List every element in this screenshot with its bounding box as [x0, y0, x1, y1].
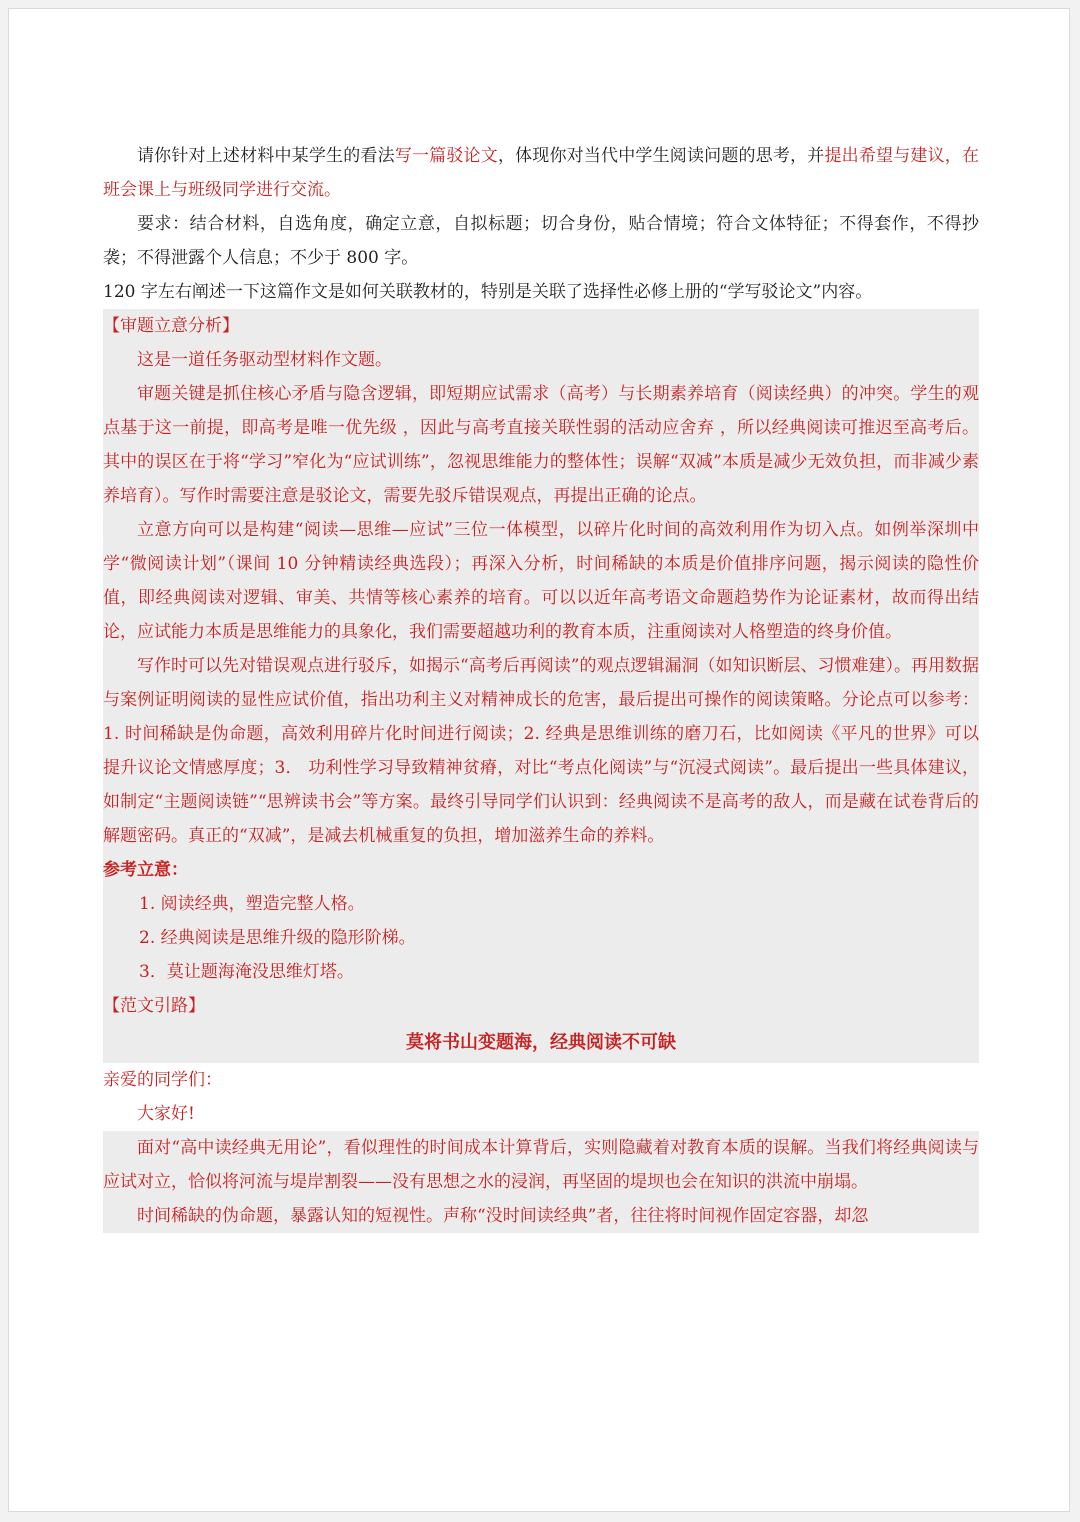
prompt-p1-c: ，体现你对当代中学生阅读问题的思考，并	[497, 146, 825, 166]
analysis-paragraph-3: 立意方向可以是构建“阅读—思维—应试”三位一体模型，以碎片化时间的高效利用作为切入点。如例举深圳中学“微阅读计划”（课间 10 分钟精读经典选段）；再深入分析，时间稀缺的本质是价值排序问题，揭示阅读的隐性价值，即经典阅读对逻辑、审美、共情等核心素养的培育。可以以近年高考语文命题趋势作为论证素材，故而得出结论，应试能力本质是思维能力的具象化，我们需要超越功利的教育本质，注重阅读对人格塑造的终身价值。	[103, 520, 979, 642]
analysis-paragraph-2: 审题关键是抓住核心矛盾与隐含逻辑，即短期应试需求（高考）与长期素养培育（阅读经典）的冲突。学生的观点基于这一前提，即高考是唯一优先级 ，因此与高考直接关联性弱的活动应舍弃 ，所以经典阅读可推迟至高考后。其中的误区在于将“学习”窄化为“应试训练”，忽视思维能力的整体性；误解“双减”本质是减少无效负担，而非减少素养培育）。写作时需要注意是驳论文，需要先驳斥错误观点，再提出正确的论点。	[103, 384, 979, 506]
reference-item-1: 1. 阅读经典，塑造完整人格。	[139, 894, 365, 914]
reference-item-2: 2. 经典阅读是思维升级的隐形阶梯。	[139, 928, 416, 948]
analysis-heading: 【审题立意分析】	[103, 316, 239, 336]
essay-body	[103, 1131, 979, 1233]
essay-salutation: 亲爱的同学们：	[103, 1070, 222, 1090]
essay-greeting: 大家好!	[137, 1104, 195, 1124]
analysis-paragraph-4: 写作时可以先对错误观点进行驳斥，如揭示“高考后再阅读”的观点逻辑漏洞（如知识断层、习惯难建）。再用数据与案例证明阅读的显性应试价值，指出功利主义对精神成长的危害，最后提出可操作的阅读策略。分论点可以参考：1. 时间稀缺是伪命题，高效利用碎片化时间进行阅读；2. 经典是思维训练的磨刀石，比如阅读《平凡的世界》可以提升议论文情感厚度；3． 功利性学习导致精神贫瘠，对比“考点化阅读”与“沉浸式阅读”。最后提出一些具体建议，如制定“主题阅读链”“思辨读书会”等方案。最终引导同学们认识到：经典阅读不是高考的敌人，而是藏在试卷背后的解题密码。真正的“双减”，是减去机械重复的负担，增加滋养生命的养料。	[103, 656, 979, 846]
essay-paragraph-2: 时间稀缺的伪命题，暴露认知的短视性。声称“没时间读经典”者，往往将时间视作固定容器，却忽	[137, 1206, 869, 1226]
essay-title: 莫将书山变题海，经典阅读不可缺	[406, 1032, 676, 1053]
prompt-p1-d: 提出希望与建议，在班会课上与班级同学进行交流。	[103, 146, 979, 200]
document-content	[103, 139, 979, 1233]
prompt-paragraph-1	[103, 139, 979, 207]
prompt-p1-a: 请你针对上述材料中某学生的看法	[137, 146, 395, 166]
essay-paragraph-1: 面对“高中读经典无用论”，看似理性的时间成本计算背后，实则隐藏着对教育本质的误解。当我们将经典阅读与应试对立，恰似将河流与堤岸割裂——没有思想之水的浸润，再坚固的堤坝也会在知识的洪流中崩塌。	[103, 1138, 979, 1192]
reference-item-3: 3．莫让题海淹没思维灯塔。	[139, 962, 354, 982]
analysis-section	[103, 309, 979, 1063]
prompt-paragraph-2: 要求：结合材料，自选角度，确定立意，自拟标题；切合身份，贴合情境；符合文体特征；不得套作，不得抄袭；不得泄露个人信息；不少于 800 字。	[103, 214, 979, 268]
analysis-paragraph-1: 这是一道任务驱动型材料作文题。	[137, 350, 392, 370]
essay-heading: 【范文引路】	[103, 996, 205, 1016]
prompt-paragraph-3: 120 字左右阐述一下这篇作文是如何关联教材的，特别是关联了选择性必修上册的“学写驳论文”内容。	[103, 282, 873, 302]
reference-heading: 参考立意：	[103, 860, 188, 880]
prompt-p1-b: 写一篇驳论文	[394, 146, 498, 166]
document-page	[8, 8, 1070, 1512]
